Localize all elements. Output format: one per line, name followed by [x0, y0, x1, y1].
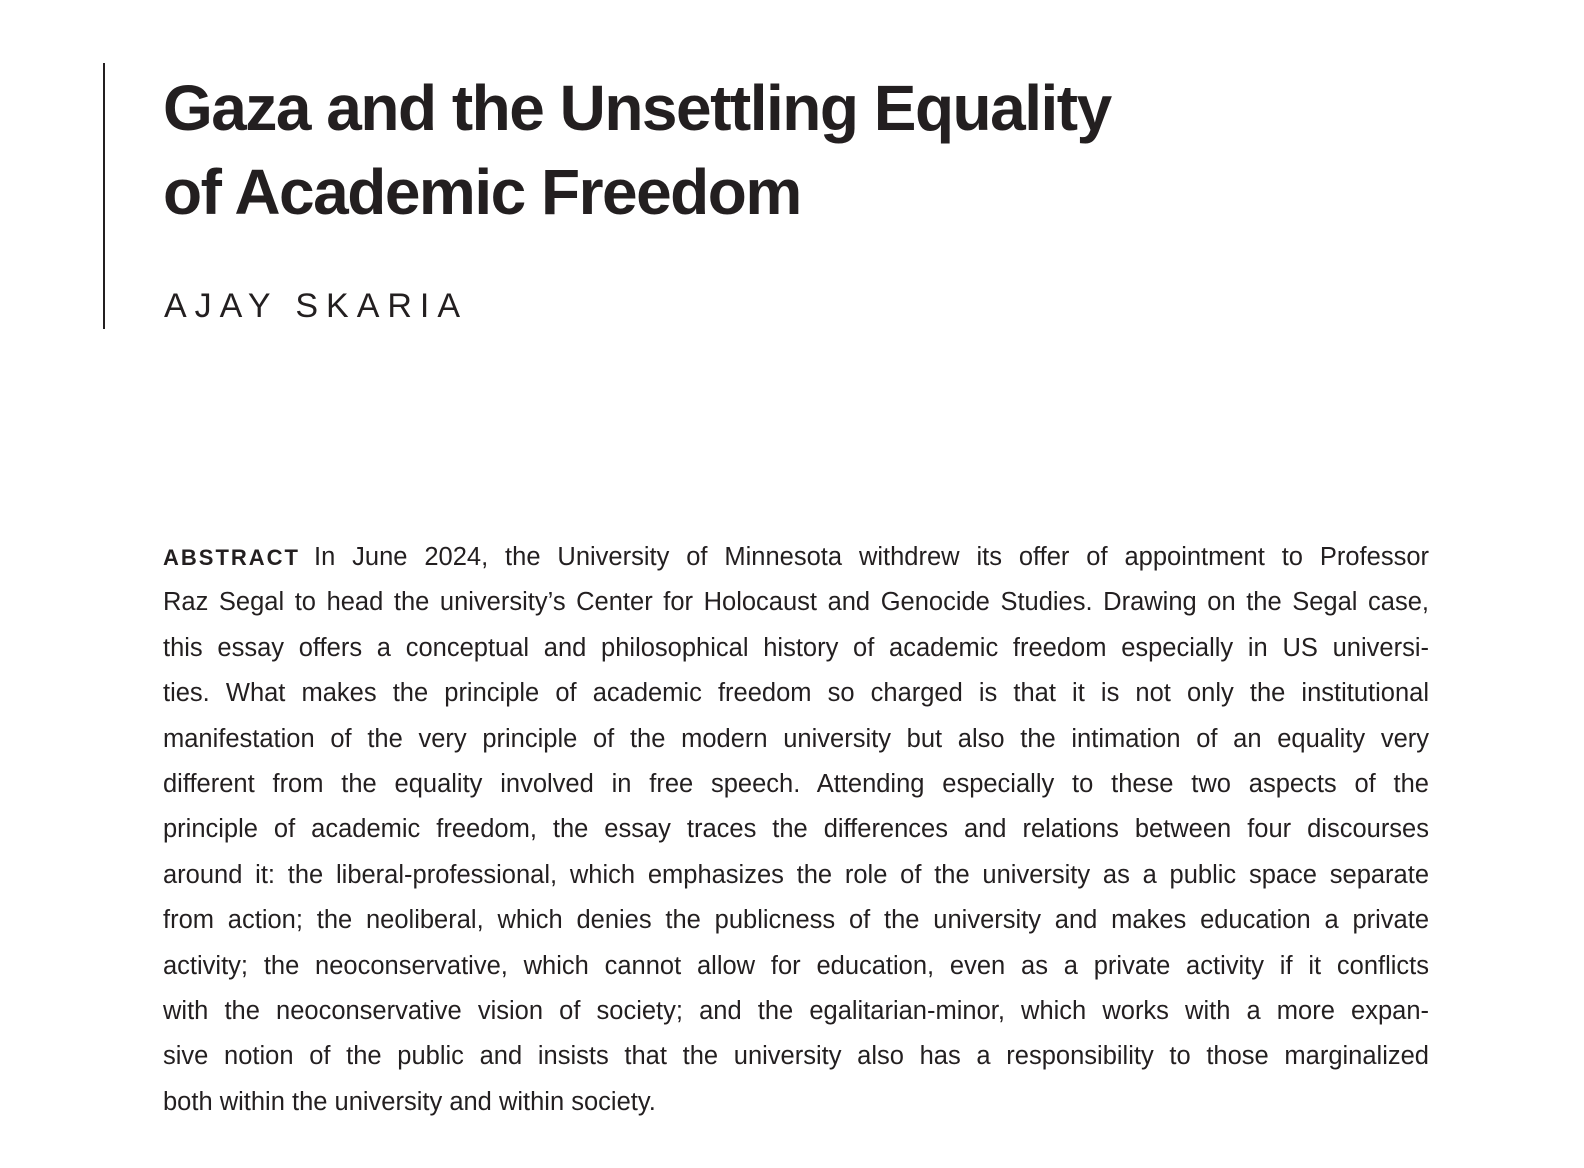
abstract-line-6: different from the equality involved in free speech. Attending especially to these two aspects of the	[163, 770, 1429, 799]
abstract-line-9: from action; the neoliberal, which denies the publicness of the university and makes education a private	[163, 906, 1429, 935]
abstract-label: ABSTRACT	[163, 545, 300, 570]
abstract-line-1	[163, 535, 1429, 580]
title-margin-rule	[103, 63, 105, 329]
abstract-line-1-text: In June 2024, the University of Minnesota withdrew its offer of appointment to Professor	[314, 543, 1429, 571]
abstract-line-3: this essay offers a conceptual and philosophical history of academic freedom especially in US universi-	[163, 633, 1429, 662]
abstract-line-12: sive notion of the public and insists that the university also has a responsibility to those marginalized	[163, 1042, 1429, 1071]
article-title-line-2: of Academic Freedom	[163, 156, 801, 228]
abstract-line-11: with the neoconservative vision of society; and the egalitarian-minor, which works with a more expan-	[163, 997, 1429, 1026]
article-title-line-1: Gaza and the Unsettling Equality	[163, 72, 1111, 144]
abstract-line-13: both within the university and within society.	[163, 1087, 656, 1116]
abstract-line-4: ties. What makes the principle of academic freedom so charged is that it is not only the institutional	[163, 679, 1429, 708]
abstract	[163, 535, 1429, 1125]
abstract-line-2: Raz Segal to head the university’s Center for Holocaust and Genocide Studies. Drawing on the Segal case,	[163, 588, 1429, 617]
abstract-line-5: manifestation of the very principle of the modern university but also the intimation of an equality very	[163, 724, 1429, 753]
article-author: AJAY SKARIA	[164, 287, 469, 325]
abstract-line-8: around it: the liberal-professional, which emphasizes the role of the university as a public space separate	[163, 860, 1429, 889]
abstract-line-7: principle of academic freedom, the essay traces the differences and relations between four discourses	[163, 815, 1429, 844]
article-title	[163, 66, 1363, 234]
abstract-line-10: activity; the neoconservative, which cannot allow for education, even as a private activity if it conflicts	[163, 951, 1429, 980]
